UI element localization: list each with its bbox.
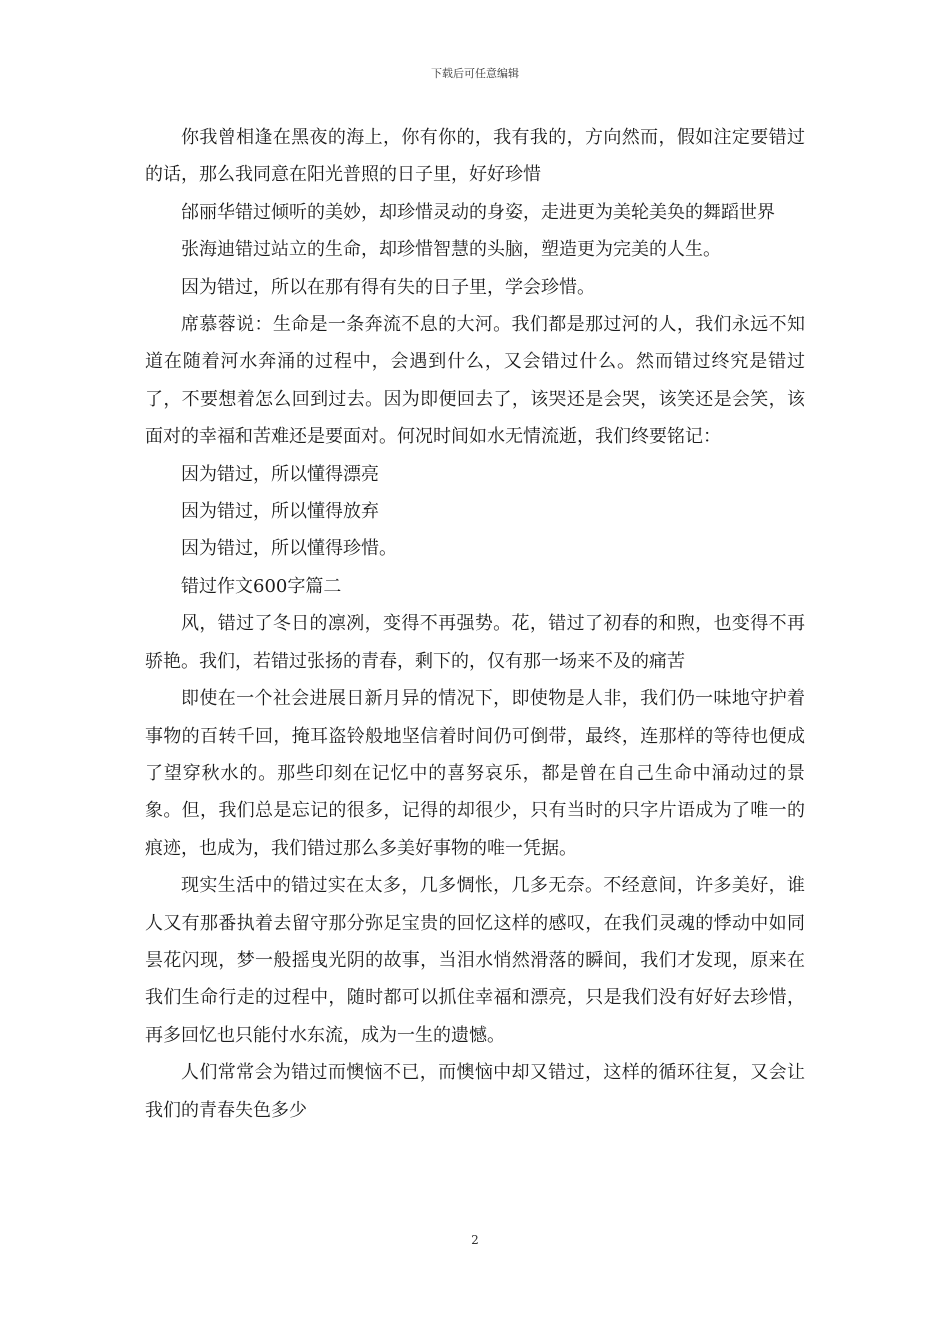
paragraph: 风，错过了冬日的凛冽，变得不再强势。花，错过了初春的和煦，也变得不再骄艳。我们，若错过张扬的青春，剩下的，仅有那一场来不及的痛苦 — [145, 613, 805, 672]
page-header: 下载后可任意编辑 — [431, 67, 519, 80]
paragraph: 因为错过，所以懂得漂亮 — [181, 463, 379, 485]
paragraph: 因为错过，所以懂得放弃 — [181, 501, 379, 523]
section-heading: 错过作文600字篇二 — [181, 575, 342, 597]
paragraph: 席慕蓉说：生命是一条奔流不息的大河。我们都是那过河的人，我们永远不知道在随着河水奔涌的过程中，会遇到什么，又会错过什么。然而错过终究是错过了，不要想着怎么回到过去。因为即便回去了，该哭还是会哭，该笑还是会笑，该面对的幸福和苦难还是要面对。何况时间如水无情流逝，我们终要铭记： — [145, 314, 805, 448]
paragraph: 因为错过，所以懂得珍惜。 — [181, 538, 397, 560]
paragraph: 人们常常会为错过而懊恼不已，而懊恼中却又错过，这样的循环往复，又会让我们的青春失色多少 — [145, 1062, 805, 1121]
paragraph: 邰丽华错过倾听的美妙，却珍惜灵动的身姿，走进更为美轮美奂的舞蹈世界 — [181, 201, 775, 223]
paragraph: 现实生活中的错过实在太多，几多惆怅，几多无奈。不经意间，许多美好，谁人又有那番执着去留守那分弥足宝贵的回忆这样的感叹，在我们灵魂的悸动中如同昙花闪现，梦一般摇曳光阴的故事，当泪水悄然滑落的瞬间，我们才发现，原来在我们生命行走的过程中，随时都可以抓住幸福和漂亮，只是我们没有好好去珍惜，再多回忆也只能付水东流，成为一生的遗憾。 — [145, 875, 805, 1046]
paragraph: 因为错过，所以在那有得有失的日子里，学会珍惜。 — [181, 276, 595, 298]
paragraph: 张海迪错过站立的生命，却珍惜智慧的头脑，塑造更为完美的人生。 — [181, 239, 721, 261]
paragraph: 你我曾相逢在黑夜的海上，你有你的，我有我的，方向然而，假如注定要错过的话，那么我同意在阳光普照的日子里，好好珍惜 — [145, 127, 805, 186]
document-body — [145, 119, 805, 1129]
page-number: 2 — [471, 1233, 479, 1247]
paragraph: 即使在一个社会进展日新月异的情况下，即使物是人非，我们仍一味地守护着事物的百转千回，掩耳盗铃般地坚信着时间仍可倒带，最终，连那样的等待也便成了望穿秋水的。那些印刻在记忆中的喜努哀乐，都是曾在自己生命中涌动过的景象。但，我们总是忘记的很多，记得的却很少，只有当时的只字片语成为了唯一的痕迹，也成为，我们错过那么多美好事物的唯一凭据。 — [145, 688, 805, 859]
